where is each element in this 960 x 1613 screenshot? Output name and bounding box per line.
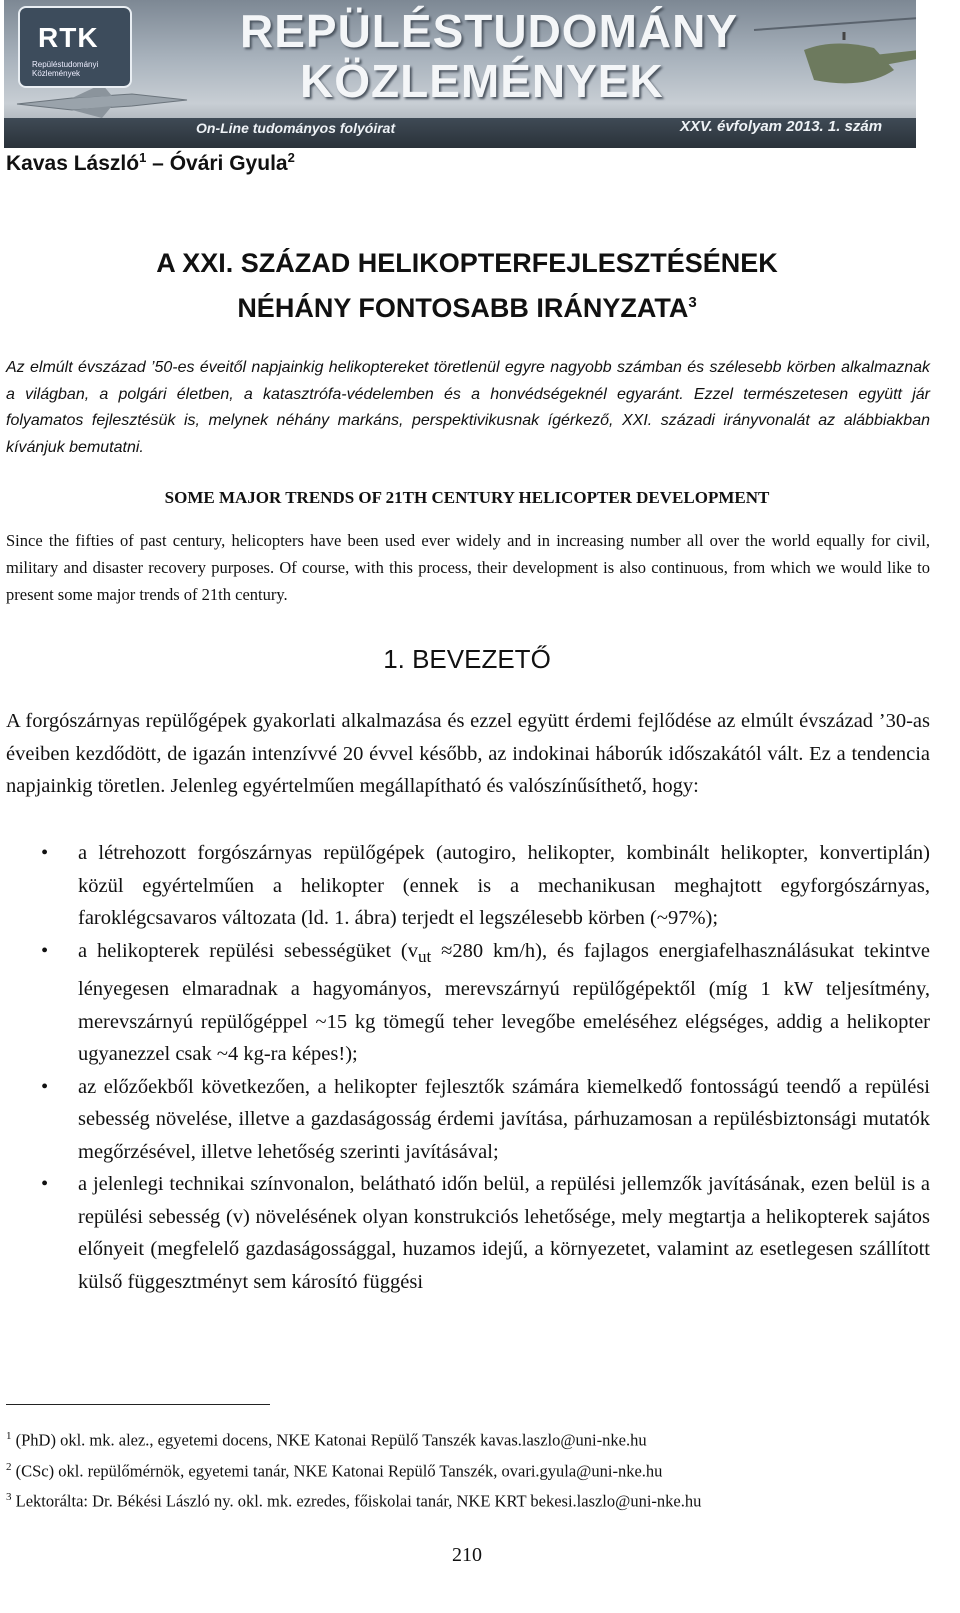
subscript-text: ut (418, 946, 432, 966)
footnote-3 (6, 1484, 930, 1515)
bullet-icon: • (41, 939, 49, 962)
rtk-logo (18, 6, 132, 88)
section-heading: 1. BEVEZETŐ (383, 644, 551, 674)
journal-issue: XXV. évfolyam 2013. 1. szám (680, 118, 883, 135)
footnote-3-text: Lektorálta: Dr. Békési László ny. okl. mk. ezredes, főiskolai tanár, NKE KRT bekesi.laszlo@uni-nke.hu (11, 1491, 702, 1511)
author-1: Kavas László (6, 152, 140, 175)
bullet-icon: • (41, 842, 49, 864)
intro-paragraph: A forgószárnyas repülőgépek gyakorlati alkalmazása és ezzel együtt érdemi fejlődése az elmúlt évszázad ’30-as éveiben kezdődött, de igazán intenzívvé 20 évvel később, az indokinai háborúk időszakától vált. Ez a tendencia napjainkig töretlen. Jelenleg egyértelműen megállapítható és valószínűsíthető, hogy: (6, 710, 930, 797)
footnote-3-number: 3 (6, 1491, 12, 1503)
author-1-footnote-ref: 1 (139, 150, 147, 165)
english-title: SOME MAJOR TRENDS OF 21TH CENTURY HELICOPTER DEVELOPMENT (164, 488, 770, 507)
list-item-text: a létrehozott forgószárnyas repülőgépek (autogiro, helikopter, kombinált helikopter, konvertiplán) közül egyértelműen a helikopter (ennek is a mechanikusan meghajtott egyforgószárnyas, faroklégcsavaros változata (ld. 1. ábra) terjedt el legszélesebb körben (~97%); (78, 842, 930, 929)
author-separator: – (152, 152, 164, 175)
abstract-hungarian: Az elmúlt évszázad ’50-es éveitől napjainkig helikoptereket töretlenül egyre nagyobb számban és szélesebb körben alkalmaznak a világban, a polgári életben, a katasztrófa-védelemben és a honvédségeknél egyaránt. Ezzel természetesen együtt jár folyamatos fejlesztésük is, melynek néhány markáns, perspektivikusnak ígérkező, XXI. századi irányvonalát az alábbiakban kívánjuk bemutatni. (6, 359, 930, 456)
list-item (6, 837, 930, 935)
paper-title-line1: A XXI. SZÁZAD HELIKOPTERFEJLESZTÉSÉNEK (156, 248, 778, 278)
list-item (6, 1071, 930, 1169)
footnote-divider (6, 1404, 270, 1405)
footnote-2 (6, 1454, 930, 1485)
author-2: Óvári Gyula (169, 152, 288, 175)
list-item-text: a jelenlegi technikai színvonalon, belátható időn belül, a repülési jellemzők javításának, ezen belül is a repülési sebesség (v) növelésének olyan konstrukciós lehetősége, mely megtartja a helikopterek sajátos előnyeit (megfelelő gazdaságossággal, huzamos idejű, a környezetet, valamint az esetlegesen szállított külső függesztményt sem károsító függési (78, 1173, 930, 1293)
journal-title-line1: REPÜLÉSTUDOMÁNY (240, 5, 739, 57)
paper-title-line2: NÉHÁNY FONTOSABB IRÁNYZATA (237, 293, 689, 323)
list-item-text-cont: ≈280 km/h), és fajlagos energiafelhasználásukat tekintve lényegesen elmaradnak a hagyományos, merevszárnyú repülőgépektől (míg 1 kW teljesítmény, merevszárnyú repülőgéppel ~15 kg tömegű teher levegőbe emeléséhez elégséges, addig a helikopter ugyanezzel csak ~4 kg-ra képes!); (78, 939, 930, 1066)
logo-subtext: Repüléstudományi Közlemények (32, 60, 99, 78)
title-footnote-ref: 3 (688, 294, 697, 311)
author-2-footnote-ref: 2 (287, 150, 295, 165)
logo-text: RTK (38, 22, 99, 53)
author-line (6, 150, 295, 176)
footnotes (6, 1423, 930, 1515)
paper-title (0, 244, 934, 328)
page-number: 210 (452, 1544, 482, 1566)
journal-subtitle: On-Line tudományos folyóirat (196, 120, 396, 136)
helicopter-illustration (744, 10, 916, 120)
list-item-text: az előzőekből következően, a helikopter fejlesztők számára kiemelkedő fontosságú teendő a repülési sebesség növelése, illetve a gazdaságosság érdemi javítása, párhuzamosan a repülésbiztonsági mutatók megőrzésével, illetve lehetőség szerinti javításával; (78, 1075, 930, 1163)
list-item (6, 935, 930, 1071)
journal-banner (4, 0, 916, 148)
list-item-text: a helikopterek repülési sebességüket (v (78, 939, 419, 962)
footnote-1 (6, 1423, 930, 1454)
footnote-1-text: (PhD) okl. mk. alez., egyetemi docens, NKE Katonai Repülő Tanszék kavas.laszlo@uni-nke.hu (11, 1430, 647, 1450)
footnote-2-text: (CSc) okl. repülőmérnök, egyetemi tanár, NKE Katonai Repülő Tanszék, ovari.gyula@uni-nke.hu (11, 1461, 663, 1480)
bullet-list (6, 837, 930, 1298)
bullet-icon: • (41, 1173, 49, 1196)
journal-title-line2: KÖZLEMÉNYEK (300, 55, 664, 107)
footnote-2-number: 2 (6, 1460, 12, 1473)
abstract-english: Since the fifties of past century, helicopters have been used ever widely and in increasing number all over the world equally for civil, military and disaster recovery purposes. Of course, with this process, their development is also continuous, from which we would like to present some major trends of 21th century. (6, 531, 930, 604)
footnote-1-number: 1 (6, 1430, 12, 1442)
bullet-icon: • (41, 1075, 49, 1098)
list-item (6, 1168, 930, 1298)
